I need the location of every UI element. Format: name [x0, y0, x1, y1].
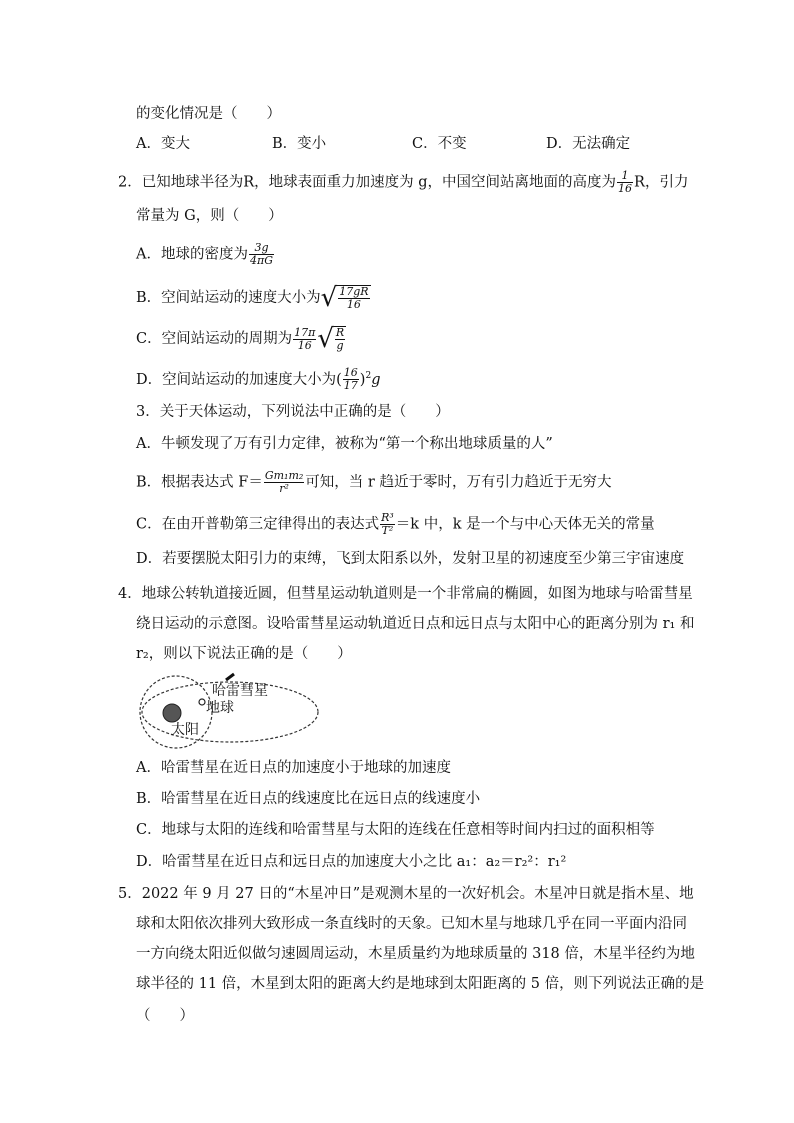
- orbit-diagram: [134, 670, 324, 750]
- q3-option-a: A．牛顿发现了万有引力定律，被称为“第一个称出地球质量的人”: [136, 436, 553, 452]
- q2-stem-line2: 常量为 G，则（ ）: [136, 208, 283, 224]
- q4-stem-line2: 绕日运动的示意图。设哈雷彗星运动轨道近日点和远日点与太阳中心的距离分别为 r₁ 和: [136, 616, 695, 632]
- q3-option-c: C．在由开普勒第三定律得出的表达式 $\frac{\text{R³}}{\text{T²}}$ ＝k 中，k 是一个与中心天体无关的常量: [136, 511, 655, 537]
- q5-stem-line5: （ ）: [136, 1008, 194, 1024]
- q2-stem-fraction: $\frac{1}{16}$: [618, 169, 633, 195]
- q1-option-c: C．不变: [412, 136, 467, 152]
- earth-label: 地球: [206, 700, 234, 716]
- q1-option-b: B．变小: [272, 136, 327, 152]
- q4-option-d: D．哈雷彗星在近日点和远日点的加速度大小之比 a₁：a₂＝r₂²：r₁²: [136, 854, 567, 870]
- q4-stem-line1: 4．地球公转轨道接近圆，但彗星运动轨道则是一个非常扁的椭圆，如图为地球与哈雷彗星: [118, 586, 693, 602]
- q4-option-b: B．哈雷彗星在近日点的线速度比在远日点的线速度小: [136, 791, 481, 807]
- q2-option-b: B．空间站运动的速度大小为√ $\frac{17gR}{16}$: [136, 283, 369, 313]
- q3-option-b: B．根据表达式 F＝ $\frac{\text{Gm₁m₂}}{\text{r²}}$ 可知，当 r 趋近于零时，万有引力趋近于无穷大: [136, 469, 612, 495]
- comet-label: 哈雷彗星: [212, 683, 268, 699]
- q2-stem: 2．已知地球半径为R，地球表面重力加速度为 g，中国空间站离地面的高度为 $\frac{1}{16}$ R，引力: [118, 169, 689, 195]
- q5-stem-line3: 一方向绕太阳近似做匀速圆周运动，木星质量约为地球质量的 318 倍，木星半径约为地: [136, 946, 695, 962]
- sun-icon: [163, 704, 181, 722]
- comet-icon: [199, 699, 205, 705]
- q5-stem-line1: 5．2022 年 9 月 27 日的“木星冲日”是观测木星的一次好机会。木星冲日就是指木星、地: [118, 886, 694, 902]
- q3-option-d: D．若要摆脱太阳引力的束缚，飞到太阳系以外，发射卫星的初速度至少第三宇宙速度: [136, 551, 685, 567]
- q2-option-c: C．空间站运动的周期为 $\frac{17\pi}{16}$ √ $\frac{R}{g}$: [136, 324, 345, 354]
- q3-stem: 3．关于天体运动，下列说法中正确的是（ ）: [136, 404, 450, 420]
- q2-option-d: D．空间站运动的加速度大小为( $\frac{16}{17}$ )$^2$g: [136, 366, 381, 393]
- q5-stem-line2: 球和太阳依次排列大致形成一条直线时的天象。已知木星与地球几乎在同一平面内沿同: [136, 916, 687, 932]
- sun-label: 太阳: [171, 722, 199, 738]
- q1-stem-tail: 的变化情况是（ ）: [136, 106, 281, 122]
- q4-option-c: C．地球与太阳的连线和哈雷彗星与太阳的连线在任意相等时间内扫过的面积相等: [136, 822, 655, 838]
- q1-option-a: A．变大: [136, 136, 190, 152]
- q1-option-d: D．无法确定: [546, 136, 631, 152]
- q2-option-a: A．地球的密度为 $\frac{3g}{4\pi G}$: [136, 241, 273, 267]
- q4-option-a: A．哈雷彗星在近日点的加速度小于地球的加速度: [136, 760, 451, 776]
- q5-stem-line4: 球半径的 11 倍，木星到太阳的距离大约是地球到太阳距离的 5 倍，则下列说法正确的是: [136, 976, 705, 992]
- q4-stem-line3: r₂，则以下说法正确的是（ ）: [136, 646, 352, 662]
